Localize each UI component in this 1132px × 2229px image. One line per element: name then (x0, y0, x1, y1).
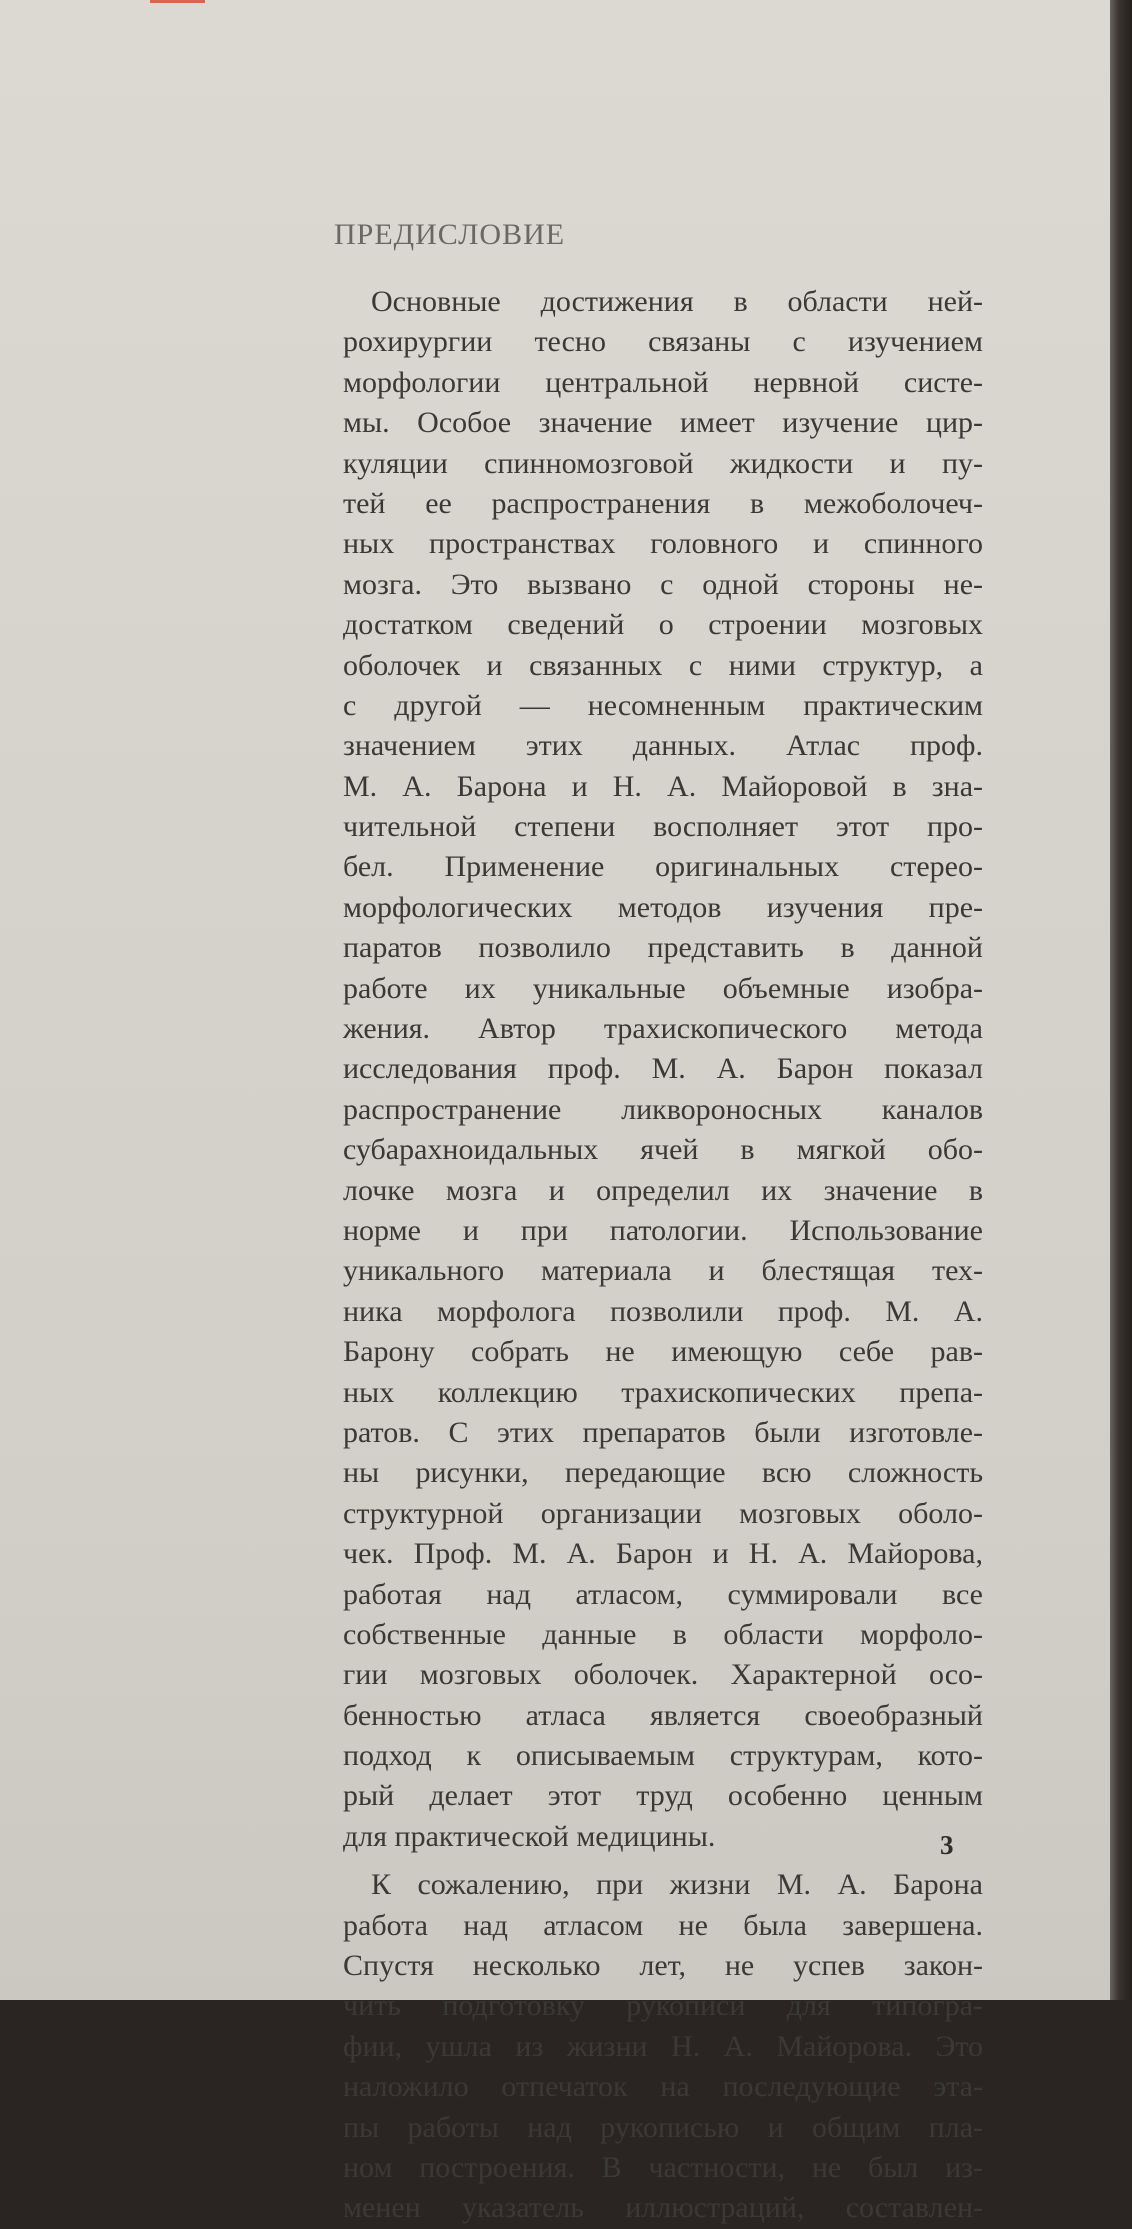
page-number: 3 (940, 1830, 954, 1860)
text-line: Основные достижения в области ней- (371, 285, 983, 318)
text-line: ных пространствах головного и спинного (343, 527, 983, 561)
text-line: жения. Автор трахископического метода (343, 1012, 983, 1046)
text-line: бенностью атласа является своеобразный (343, 1698, 983, 1732)
text-line: структурной организации мозговых оболо- (343, 1496, 983, 1530)
corner-color-mark (150, 0, 205, 3)
text-line: норме и при патологии. Использование (343, 1213, 983, 1247)
text-line: морфологии центральной нервной систе- (343, 365, 983, 399)
text-line: тей ее распространения в межоболочеч- (343, 486, 983, 520)
text-line: чек. Проф. М. А. Барон и Н. А. Майорова, (343, 1537, 983, 1571)
text-line: ных коллекцию трахископических препа- (343, 1375, 983, 1409)
text-line: оболочек и связанных с ними структур, а (343, 648, 983, 682)
text-line: ном построения. В частности, не был из- (343, 2150, 983, 2184)
text-line: распространение ликвороносных каналов (343, 1092, 983, 1126)
text-line: для практической медицины. (343, 1819, 716, 1853)
text-line: достатком сведений о строении мозговых (343, 608, 983, 642)
text-line: фии, ушла из жизни Н. А. Майорова. Это (343, 2029, 983, 2063)
text-line: пы работы над рукописью и общим пла- (343, 2110, 983, 2144)
text-line: чить подготовку рукописи для типогра- (343, 1989, 983, 2023)
text-line: работе их уникальные объемные изобра- (343, 971, 983, 1005)
text-line: морфологических методов изучения пре- (343, 890, 983, 924)
text-line: значением этих данных. Атлас проф. (343, 729, 983, 763)
text-line: наложило отпечаток на последующие эта- (343, 2070, 983, 2104)
paragraph-2 (343, 1865, 983, 2229)
text-line: мы. Особое значение имеет изучение цир- (343, 406, 983, 440)
text-line: чительной степени восполняет этот про- (343, 810, 983, 844)
page-heading: ПРЕДИСЛОВИЕ (334, 218, 566, 251)
text-line: субарахноидальных ячей в мягкой обо- (343, 1133, 983, 1167)
book-edge-shadow (1110, 0, 1132, 2000)
text-line: куляции спинномозговой жидкости и пу- (343, 446, 983, 480)
text-line: подход к описываемым структурам, кото- (343, 1739, 983, 1773)
paragraph-1 (343, 282, 983, 1857)
text-line: собственные данные в области морфоло- (343, 1617, 983, 1651)
text-line: уникального материала и блестящая тех- (343, 1254, 983, 1288)
text-line: исследования проф. М. А. Барон показал (343, 1052, 983, 1086)
text-line: Спустя несколько лет, не успев закон- (343, 1949, 983, 1983)
text-line: Барону собрать не имеющую себе рав- (343, 1335, 983, 1369)
text-line: работа над атласом не была завершена. (343, 1908, 983, 1942)
text-line: гии мозговых оболочек. Характерной осо- (343, 1658, 983, 1692)
text-line: ника морфолога позволили проф. М. А. (343, 1294, 983, 1328)
text-line: мозга. Это вызвано с одной стороны не- (343, 567, 983, 601)
text-line: ны рисунки, передающие всю сложность (343, 1456, 983, 1490)
body-text (343, 282, 983, 2229)
text-line: бел. Применение оригинальных стерео- (343, 850, 983, 884)
text-line: ратов. С этих препаратов были изготовле- (343, 1415, 983, 1449)
text-line: менен указатель иллюстраций, составлен- (343, 2191, 983, 2225)
text-line: лочке мозга и определил их значение в (343, 1173, 983, 1207)
text-line: паратов позволило представить в данной (343, 931, 983, 965)
text-line: К сожалению, при жизни М. А. Барона (371, 1868, 983, 1902)
text-line: работая над атласом, суммировали все (343, 1577, 983, 1611)
text-line: с другой — несомненным практическим (343, 688, 983, 722)
text-line: рохирургии тесно связаны с изучением (343, 325, 983, 359)
text-line: М. А. Барона и Н. А. Майоровой в зна- (343, 769, 983, 803)
text-line: рый делает этот труд особенно ценным (343, 1779, 983, 1813)
